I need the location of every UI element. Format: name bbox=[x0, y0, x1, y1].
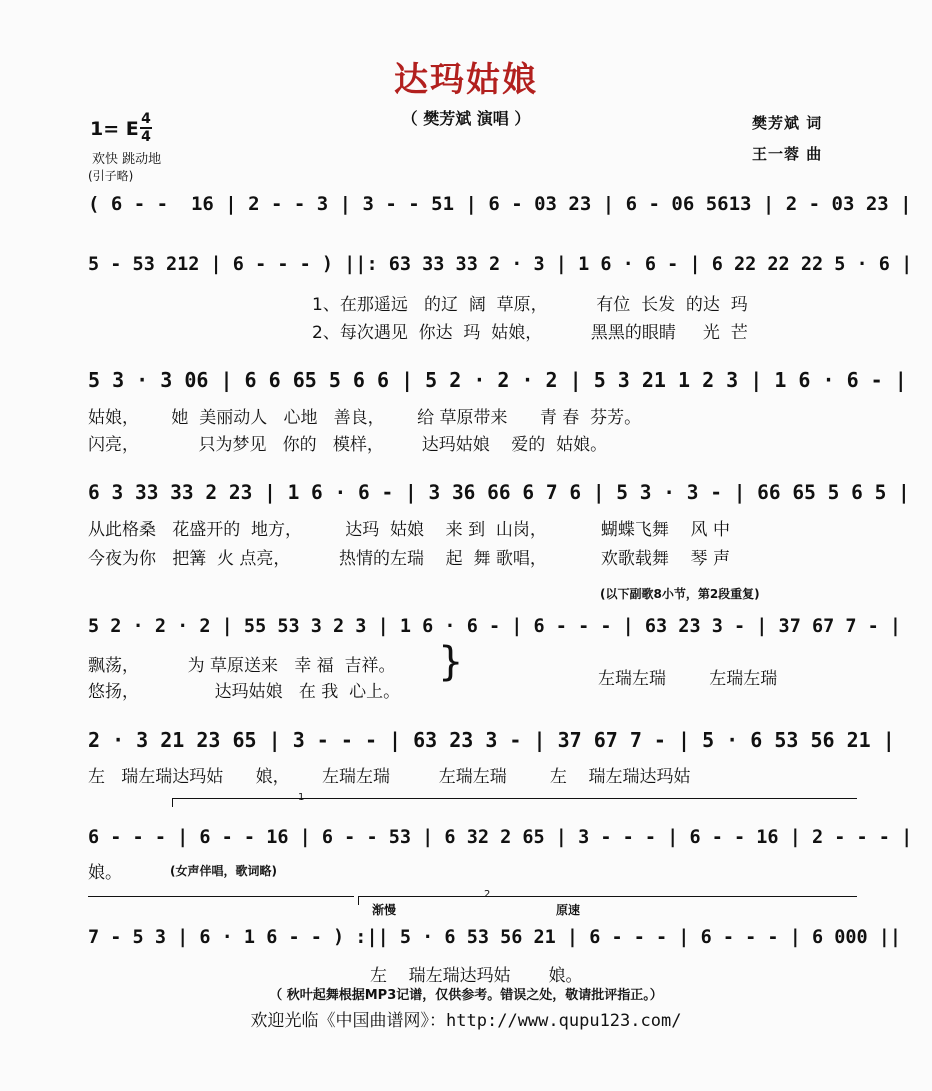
verse-bracket: } bbox=[438, 639, 464, 685]
lyric-line-2-verse-2: 2、每次遇见 你达 玛 姑娘， 黑黑的眼睛 光 芒 bbox=[312, 323, 748, 343]
volta-bracket-2 bbox=[358, 896, 857, 905]
website-link[interactable]: http://www.qupu123.com/ bbox=[446, 1011, 682, 1031]
meter-bottom: 4 bbox=[141, 129, 151, 145]
website-line bbox=[0, 1006, 932, 1031]
lyric-line-6: 左 瑞左瑞达玛姑 娘， 左瑞左瑞 左瑞左瑞 左 瑞左瑞达玛姑 bbox=[88, 767, 691, 787]
ritardando-mark: 渐慢 bbox=[372, 903, 397, 917]
volta-bracket-1 bbox=[172, 798, 857, 807]
chorus-annotation: (以下副歌8小节，第2段重复) bbox=[600, 587, 760, 601]
notation-line-1: ( 6 - - 16 | 2 - - 3 | 3 - - 51 | 6 - 03 23 | 6 - 06 5613 | 2 - 03 23 | bbox=[88, 193, 912, 215]
notation-line-4: 6 3 33 33 2 23 | 1 6 · 6 - | 3 36 66 6 7 6 | 5 3 · 3 - | 66 65 5 6 5 | bbox=[88, 481, 910, 504]
lyric-line-4-verse-2: 今夜为你 把篝 火 点亮， 热情的左瑞 起 舞 歌唱， 欢歌载舞 琴 声 bbox=[88, 549, 730, 569]
lyric-line-5-chorus: 左瑞左瑞 左瑞左瑞 bbox=[598, 669, 778, 689]
lyricist-credit: 樊芳斌 词 bbox=[752, 114, 823, 132]
lyric-line-4-verse-1: 从此格桑 花盛开的 地方， 达玛 姑娘 来 到 山岗， 蝴蝶飞舞 风 中 bbox=[88, 520, 730, 540]
lyric-line-5-verse-1: 飘荡， 为 草原送来 幸 福 吉祥。 bbox=[88, 656, 396, 676]
notation-line-8: 7 - 5 3 | 6 · 1 6 - - ) :|| 5 · 6 53 56 21 | 6 - - - | 6 - - - | 6 000 || bbox=[88, 927, 902, 948]
lyric-line-8: 左 瑞左瑞达玛姑 娘。 bbox=[370, 966, 583, 986]
lyric-line-2-verse-1: 1、在那遥远 的辽 阔 草原， 有位 长发 的达 玛 bbox=[312, 295, 748, 315]
key-signature: 1= E bbox=[90, 118, 139, 140]
a-tempo-mark: 原速 bbox=[556, 903, 581, 917]
backing-vocal-note: (女声伴唱，歌词略) bbox=[170, 864, 277, 878]
notation-line-5: 5 2 · 2 · 2 | 55 53 3 2 3 | 1 6 · 6 - | 6 - - - | 63 23 3 - | 37 67 7 - | bbox=[88, 616, 902, 637]
composer-credit: 王一蓉 曲 bbox=[752, 145, 823, 163]
intro-note: (引子略) bbox=[88, 169, 134, 183]
time-signature bbox=[140, 112, 152, 144]
singer-credit: （ 樊芳斌 演唱 ） bbox=[401, 109, 531, 128]
lyric-line-3-verse-2: 闪亮， 只为梦见 你的 模样， 达玛姑娘 爱的 姑娘。 bbox=[88, 435, 608, 455]
lyric-line-3-verse-1: 姑娘， 她 美丽动人 心地 善良， 给 草原带来 青 春 芬芳。 bbox=[88, 408, 642, 428]
notation-line-7: 6 - - - | 6 - - 16 | 6 - - 53 | 6 32 2 65 | 3 - - - | 6 - - 16 | 2 - - - | bbox=[88, 827, 913, 848]
transcription-note: （ 秋叶起舞根据MP3记谱，仅供参考。错误之处，敬请批评指正。） bbox=[269, 988, 663, 1003]
volta-line-left bbox=[88, 896, 354, 905]
meter-top: 4 bbox=[141, 111, 151, 127]
tempo-marking: 欢快 跳动地 bbox=[92, 152, 162, 167]
volta-number-2: 2 bbox=[484, 889, 491, 900]
lyric-line-5-verse-2: 悠扬， 达玛姑娘 在 我 心上。 bbox=[88, 682, 401, 702]
notation-line-2: 5 - 53 212 | 6 - - - ) ||: 63 33 33 2 · 3 | 1 6 · 6 - | 6 22 22 22 5 · 6 | bbox=[88, 254, 913, 275]
volta-number-1: 1 bbox=[298, 792, 305, 803]
notation-line-3: 5 3 · 3 06 | 6 6 65 5 6 6 | 5 2 · 2 · 2 | 5 3 21 1 2 3 | 1 6 · 6 - | bbox=[88, 368, 907, 392]
lyric-line-7: 娘。 bbox=[88, 863, 122, 883]
welcome-text: 欢迎光临《中国曲谱网》： bbox=[250, 1011, 447, 1031]
song-title: 达玛姑娘 bbox=[394, 60, 538, 100]
notation-line-6: 2 · 3 21 23 65 | 3 - - - | 63 23 3 - | 37 67 7 - | 5 · 6 53 56 21 | bbox=[88, 728, 895, 752]
